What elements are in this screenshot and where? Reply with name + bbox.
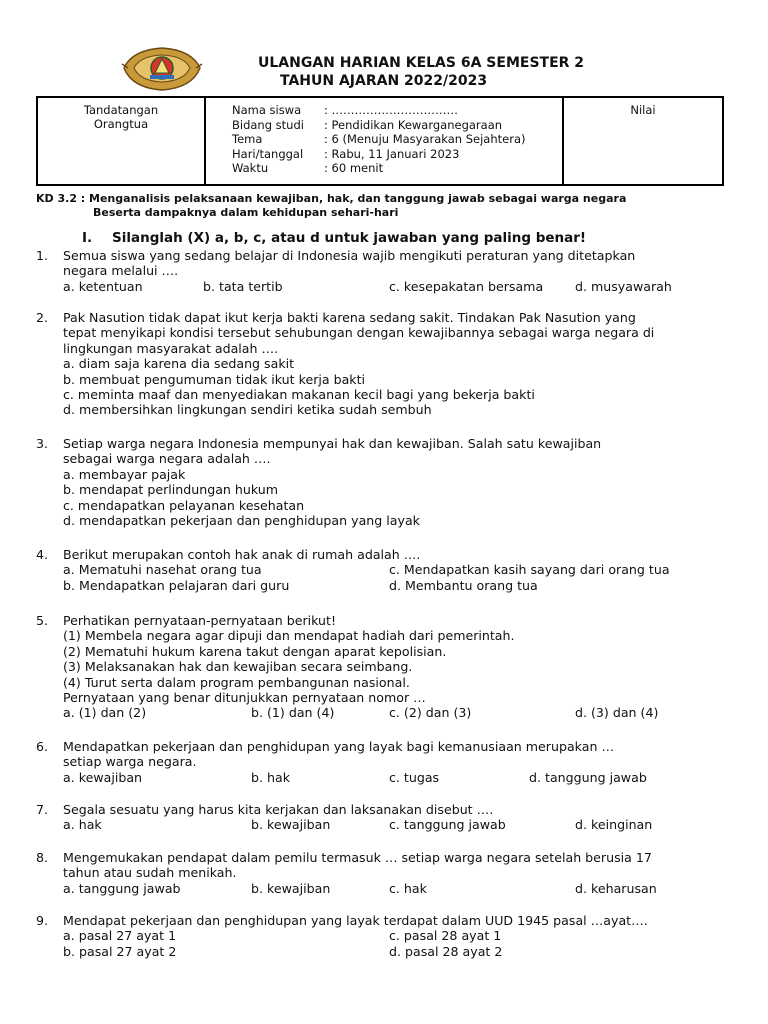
section-number: I.	[82, 230, 93, 246]
question-text: Mendapatkan pekerjaan dan penghidupan yang layak bagi kemanusiaan merupakan …	[63, 739, 615, 754]
option-c[interactable]: c. hak	[389, 880, 427, 896]
question-text: Pernyataan yang benar ditunjukkan pernyataan nomor …	[63, 690, 426, 706]
question-text: sebagai warga negara adalah ….	[63, 451, 271, 467]
question-8	[36, 850, 736, 896]
title-line-1: ULANGAN HARIAN KELAS 6A SEMESTER 2	[258, 55, 585, 71]
answer-options	[63, 817, 736, 832]
answer-options-row-2	[63, 578, 736, 593]
question-1	[36, 248, 736, 294]
question-text: Pak Nasution tidak dapat ikut kerja bakti karena sedang sakit. Tindakan Pak Nasution yang	[63, 310, 636, 325]
detail-label: Waktu	[232, 161, 269, 176]
question-number: 2.	[36, 310, 49, 325]
option-d[interactable]: d. tanggung jawab	[529, 769, 647, 785]
detail-value: : 6 (Menuju Masyarakan Sejahtera)	[324, 132, 526, 147]
detail-label: Tema	[232, 132, 263, 147]
option-c[interactable]: c. (2) dan (3)	[389, 705, 472, 721]
question-text: Mengemukakan pendapat dalam pemilu termasuk … setiap warga negara setelah berusia 17	[63, 850, 652, 865]
question-6	[36, 739, 736, 785]
detail-row	[232, 132, 562, 147]
detail-value: : 60 menit	[324, 161, 384, 176]
section-heading	[82, 230, 586, 246]
section-instruction: Silanglah (X) a, b, c, atau d untuk jawaban yang paling benar!	[112, 230, 587, 246]
option-d[interactable]: d. musyawarah	[575, 278, 672, 294]
option-a[interactable]: a. diam saja karena dia sedang sakit	[63, 356, 295, 372]
option-a[interactable]: a. ketentuan	[63, 278, 143, 294]
question-number: 7.	[36, 802, 49, 817]
option-a[interactable]: a. membayar pajak	[63, 466, 186, 482]
answer-options	[63, 770, 736, 785]
parent-signature-label-2: Orangtua	[93, 117, 149, 131]
answer-options-row-1	[63, 562, 736, 577]
score-cell	[564, 98, 722, 184]
parent-signature-label-1: Tandatangan	[83, 103, 159, 117]
option-c[interactable]: c. tanggung jawab	[389, 817, 506, 833]
option-a[interactable]: a. kewajiban	[63, 769, 143, 785]
detail-label: Bidang studi	[232, 117, 304, 132]
option-b[interactable]: b. pasal 27 ayat 2	[63, 943, 177, 959]
competency-statement	[36, 192, 626, 220]
detail-row	[232, 161, 562, 176]
exam-title	[258, 54, 584, 90]
option-c[interactable]: c. mendapatkan pelayanan kesehatan	[63, 497, 305, 513]
question-text: Segala sesuatu yang harus kita kerjakan dan laksanakan disebut ….	[63, 802, 494, 817]
option-a[interactable]: a. tanggung jawab	[63, 880, 181, 896]
question-7	[36, 802, 736, 833]
question-text: Mendapat pekerjaan dan penghidupan yang layak terdapat dalam UUD 1945 pasal …ayat….	[63, 913, 648, 928]
detail-value: : Pendidikan Kewarganegaraan	[324, 117, 503, 132]
detail-label: Nama siswa	[232, 103, 302, 117]
option-b[interactable]: b. mendapat perlindungan hukum	[63, 482, 279, 498]
statement-2: (2) Mematuhi hukum karena takut dengan aparat kepolisian.	[63, 643, 447, 659]
statement-1: (1) Membela negara agar dipuji dan mendapat hadiah dari pemerintah.	[63, 628, 515, 644]
question-text: tahun atau sudah menikah.	[63, 865, 237, 881]
option-b[interactable]: b. kewajiban	[251, 817, 331, 833]
student-info-box	[36, 96, 724, 186]
question-text: setiap warga negara.	[63, 754, 197, 770]
question-number: 4.	[36, 547, 49, 562]
option-b[interactable]: b. kewajiban	[251, 880, 331, 896]
school-logo	[120, 44, 204, 94]
question-number: 1.	[36, 248, 49, 263]
question-3	[36, 436, 736, 528]
option-a[interactable]: a. Mematuhi nasehat orang tua	[63, 562, 262, 578]
option-c[interactable]: c. pasal 28 ayat 1	[389, 928, 502, 944]
detail-value: : Rabu, 11 Januari 2023	[324, 146, 460, 161]
answer-options	[63, 881, 736, 896]
question-text: Perhatikan pernyataan-pernyataan berikut!	[63, 613, 337, 628]
question-2	[36, 310, 736, 418]
option-c[interactable]: c. Mendapatkan kasih sayang dari orang tua	[389, 562, 670, 578]
answer-options-row-2	[63, 944, 736, 959]
question-number: 8.	[36, 850, 49, 865]
competency-line-2: Beserta dampaknya dalam kehidupan sehari-hari	[93, 206, 399, 219]
option-d[interactable]: d. Membantu orang tua	[389, 577, 538, 593]
question-text: Semua siswa yang sedang belajar di Indonesia wajib mengikuti peraturan yang ditetapkan	[63, 248, 636, 263]
competency-line-1: KD 3.2 : Menganalisis pelaksanaan kewajiban, hak, dan tanggung jawab sebagai warga negara	[36, 192, 627, 205]
option-b[interactable]: b. (1) dan (4)	[251, 705, 335, 721]
detail-value: : ……………………………	[324, 103, 459, 117]
option-b[interactable]: b. Mendapatkan pelajaran dari guru	[63, 577, 290, 593]
detail-row	[232, 118, 562, 133]
option-d[interactable]: d. (3) dan (4)	[575, 705, 659, 721]
parent-signature-cell	[38, 98, 206, 184]
answer-options	[63, 705, 736, 720]
question-text: tepat menyikapi kondisi tersebut sehubungan dengan kewajibannya sebagai warga negara di	[63, 325, 655, 341]
option-b[interactable]: b. tata tertib	[203, 278, 283, 294]
question-number: 9.	[36, 913, 49, 928]
option-b[interactable]: b. membuat pengumuman tidak ikut kerja bakti	[63, 371, 366, 387]
title-line-2: TAHUN AJARAN 2022/2023	[280, 73, 488, 89]
option-c[interactable]: c. tugas	[389, 769, 440, 785]
question-number: 5.	[36, 613, 49, 628]
question-4	[36, 547, 736, 593]
option-d[interactable]: d. pasal 28 ayat 2	[389, 943, 503, 959]
question-text: Berikut merupakan contoh hak anak di rumah adalah ….	[63, 547, 421, 562]
option-d[interactable]: d. keharusan	[575, 880, 657, 896]
exam-details-cell	[206, 98, 564, 184]
question-text: negara melalui ….	[63, 263, 179, 279]
question-9	[36, 913, 736, 959]
detail-row	[232, 103, 562, 118]
detail-label: Hari/tanggal	[232, 146, 304, 161]
statement-3: (3) Melaksanakan hak dan kewajiban secara seimbang.	[63, 659, 413, 675]
detail-row	[232, 147, 562, 162]
option-b[interactable]: b. hak	[251, 769, 290, 785]
statement-4: (4) Turut serta dalam program pembangunan nasional.	[63, 674, 410, 690]
question-number: 3.	[36, 436, 49, 451]
question-text: lingkungan masyarakat adalah ….	[63, 340, 279, 356]
option-d[interactable]: d. mendapatkan pekerjaan dan penghidupan yang layak	[63, 513, 420, 529]
option-a[interactable]: a. pasal 27 ayat 1	[63, 928, 177, 944]
answer-options	[63, 279, 736, 294]
score-label: Nilai	[630, 103, 656, 117]
question-5	[36, 613, 736, 721]
option-c[interactable]: c. meminta maaf dan menyediakan makanan kecil bagi yang bekerja bakti	[63, 387, 535, 403]
answer-options-row-1	[63, 928, 736, 943]
option-d[interactable]: d. membersihkan lingkungan sendiri ketika sudah sembuh	[63, 402, 432, 418]
option-a[interactable]: a. hak	[63, 817, 102, 833]
question-text: Setiap warga negara Indonesia mempunyai hak dan kewajiban. Salah satu kewajiban	[63, 436, 602, 451]
option-d[interactable]: d. keinginan	[575, 817, 653, 833]
option-c[interactable]: c. kesepakatan bersama	[389, 278, 544, 294]
option-a[interactable]: a. (1) dan (2)	[63, 705, 147, 721]
question-number: 6.	[36, 739, 49, 754]
